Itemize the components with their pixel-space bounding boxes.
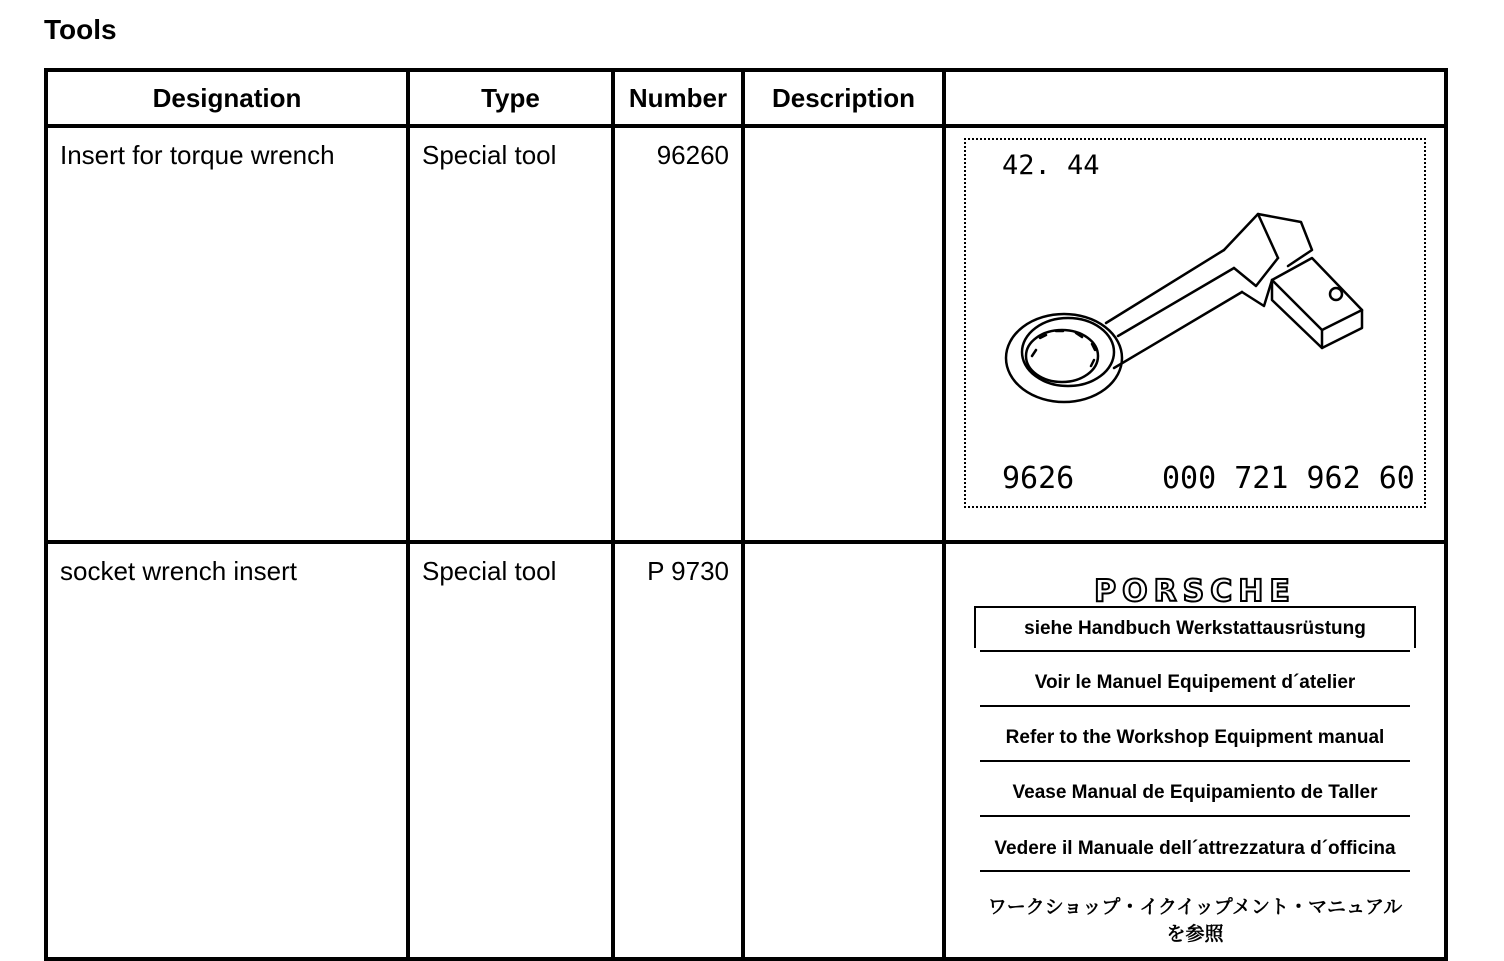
header-designation: Designation <box>46 70 408 126</box>
cell-number: P 9730 <box>613 542 743 959</box>
cell-description <box>743 126 944 542</box>
header-type: Type <box>408 70 613 126</box>
cell-number: 96260 <box>613 126 743 542</box>
tools-table <box>44 68 1448 961</box>
cell-reference <box>944 542 1446 959</box>
cell-illustration <box>944 126 1446 542</box>
tool-part-number: 000 721 962 60 <box>1162 461 1415 496</box>
tool-illustration-card <box>964 138 1426 508</box>
divider <box>980 870 1410 872</box>
cell-description <box>743 542 944 959</box>
header-description: Description <box>743 70 944 126</box>
reference-line-en: Refer to the Workshop Equipment manual <box>1005 727 1385 748</box>
divider <box>980 815 1410 817</box>
page-title: Tools <box>44 14 117 45</box>
cell-designation: socket wrench insert <box>46 542 408 959</box>
reference-line-it: Vedere il Manuale dell´attrezzatura d´officina <box>994 838 1396 859</box>
header-number: Number <box>613 70 743 126</box>
workshop-reference-card <box>970 544 1420 945</box>
header-image <box>944 70 1446 126</box>
reference-line-de: siehe Handbuch Werkstattausrüstung <box>1024 618 1366 639</box>
table-header-row <box>46 70 1446 126</box>
table-row <box>46 126 1446 542</box>
divider <box>980 650 1410 652</box>
divider <box>980 760 1410 762</box>
cell-designation: Insert for torque wrench <box>46 126 408 542</box>
torque-wrench-insert-icon <box>996 188 1396 428</box>
cell-type: Special tool <box>408 126 613 542</box>
tool-code-left: 9626 <box>1002 461 1075 496</box>
divider <box>980 705 1410 707</box>
reference-line-es: Vease Manual de Equipamiento de Taller <box>1012 782 1378 803</box>
tool-code-top: 42. 44 <box>1002 150 1100 181</box>
reference-line-ja: ワークショップ・イクイップメント・マニュアルを参照 <box>987 897 1403 945</box>
table-row <box>46 542 1446 959</box>
reference-line-fr: Voir le Manuel Equipement d´atelier <box>1034 672 1356 693</box>
cell-type: Special tool <box>408 542 613 959</box>
porsche-logo: PORSCHE <box>1094 574 1296 609</box>
